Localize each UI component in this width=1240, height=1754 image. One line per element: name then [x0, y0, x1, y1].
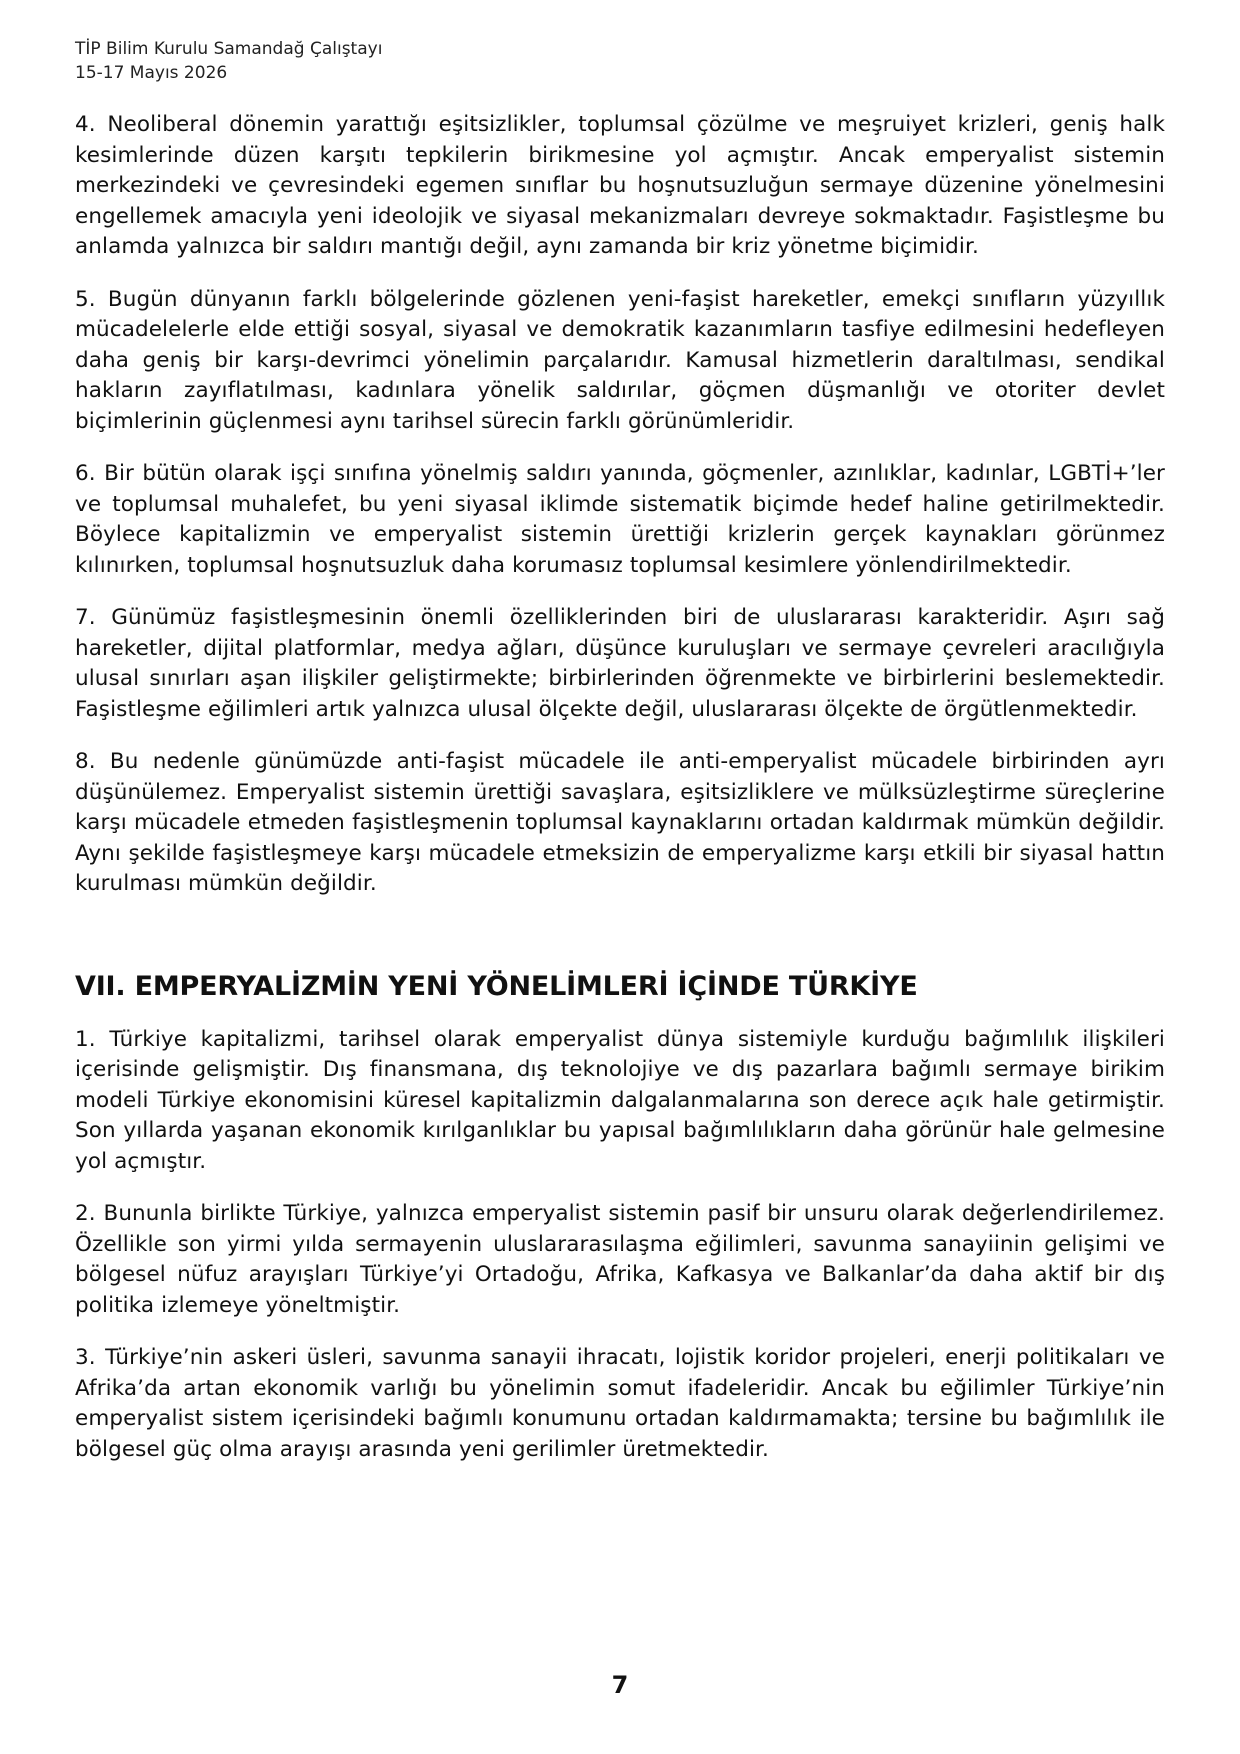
- paragraph-6: 6. Bir bütün olarak işçi sınıfına yönelmiş saldırı yanında, göçmenler, azınlıklar, kadınlar, LGBTİ+’ler ve toplumsal muhalefet, bu yeni siyasal iklimde sistematik biçimde hedef haline getirilmektedir. Böylece kapitalizmin ve emperyalist sistemin ürettiği krizlerin gerçek kaynakları görünmez kılınırken, toplumsal hoşnutsuzluk daha korumasız toplumsal kesimlere yönlendirilmektedir.: [75, 461, 1165, 578]
- page-number: 7: [611, 1671, 629, 1699]
- paragraph-8: 8. Bu nedenle günümüzde anti-faşist mücadele ile anti-emperyalist mücadele birbirinden ayrı düşünülemez. Emperyalist sistemin ürettiği savaşlara, eşitsizliklere ve mülksüzleştirme süreçlerine karşı mücadele etmeden faşistleşmenin toplumsal kaynaklarını ortadan kaldırmak mümkün değildir. Aynı şekilde faşistleşmeye karşı mücadele etmeksizin de emperyalizme karşı etkili bir siyasal hattın kurulması mümkün değildir.: [75, 749, 1165, 896]
- section-paragraph-2: 2. Bununla birlikte Türkiye, yalnızca emperyalist sistemin pasif bir unsuru olarak değerlendirilemez. Özellikle son yirmi yılda sermayenin uluslararasılaşma eğilimleri, savunma sanayiinin gelişimi ve bölgesel nüfuz arayışları Türkiye’yi Ortadoğu, Afrika, Kafkasya ve Balkanlar’da daha aktif bir dış politika izlemeye yöneltmiştir.: [75, 1201, 1165, 1318]
- section-paragraph-1: 1. Türkiye kapitalizmi, tarihsel olarak emperyalist dünya sistemiyle kurduğu bağımlılık ilişkileri içerisinde gelişmiştir. Dış finansmana, dış teknolojiye ve dış pazarlara bağımlı sermaye birikim modeli Türkiye ekonomisini küresel kapitalizmin dalgalanmalarına son derece açık hale getirmiştir. Son yıllarda yaşanan ekonomik kırılganlıklar bu yapısal bağımlılıkların daha görünür hale gelmesine yol açmıştır.: [75, 1026, 1165, 1174]
- header-event-dates: 15-17 Mayıs 2026: [75, 63, 228, 83]
- header-event-title: TİP Bilim Kurulu Samandağ Çalıştayı: [75, 39, 383, 59]
- section-heading: VII. EMPERYALİZMİN YENİ YÖNELİMLERİ İÇİNDE TÜRKİYE: [75, 970, 918, 1002]
- running-header: [75, 37, 382, 85]
- body-text: [75, 110, 1165, 1487]
- section-paragraph-3: 3. Türkiye’nin askeri üsleri, savunma sanayii ihracatı, lojistik koridor projeleri, enerji politikaları ve Afrika’da artan ekonomik varlığı bu yönelimin somut ifadeleridir. Ancak bu eğilimler Türkiye’nin emperyalist sistem içerisindeki bağımlı konumunu ortadan kaldırmamakta; tersine bu bağımlılık ile bölgesel güç olma arayışı arasında yeni gerilimler üretmektedir.: [75, 1345, 1165, 1462]
- paragraph-7: 7. Günümüz faşistleşmesinin önemli özelliklerinden biri de uluslararası karakteridir. Aşırı sağ hareketler, dijital platformlar, medya ağları, düşünce kuruluşları ve sermaye çevreleri aracılığıyla ulusal sınırları aşan ilişkiler geliştirmekte; birbirlerinden öğrenmekte ve birbirlerini beslemektedir. Faşistleşme eğilimleri artık yalnızca ulusal ölçekte değil, uluslararası ölçekte de örgütlenmektedir.: [75, 605, 1165, 722]
- paragraph-4: 4. Neoliberal dönemin yarattığı eşitsizlikler, toplumsal çözülme ve meşruiyet krizleri, geniş halk kesimlerinde düzen karşıtı tepkilerin birikmesine yol açmıştır. Ancak emperyalist sistemin merkezindeki ve çevresindeki egemen sınıflar bu hoşnutsuzluğun sermaye düzenine yönelmesini engellemek amacıyla yeni ideolojik ve siyasal mekanizmaları devreye sokmaktadır. Faşistleşme bu anlamda yalnızca bir saldırı mantığı değil, aynı zamanda bir kriz yönetme biçimidir.: [75, 112, 1165, 259]
- paragraph-5: 5. Bugün dünyanın farklı bölgelerinde gözlenen yeni-faşist hareketler, emekçi sınıfların yüzyıllık mücadelelerle elde ettiği sosyal, siyasal ve demokratik kazanımların tasfiye edilmesini hedefleyen daha geniş bir karşı-devrimci yönelimin parçalarıdır. Kamusal hizmetlerin daraltılması, sendikal hakların zayıflatılması, kadınlara yönelik saldırılar, göçmen düşmanlığı ve otoriter devlet biçimlerinin güçlenmesi aynı tarihsel sürecin farklı görünümleridir.: [75, 286, 1165, 434]
